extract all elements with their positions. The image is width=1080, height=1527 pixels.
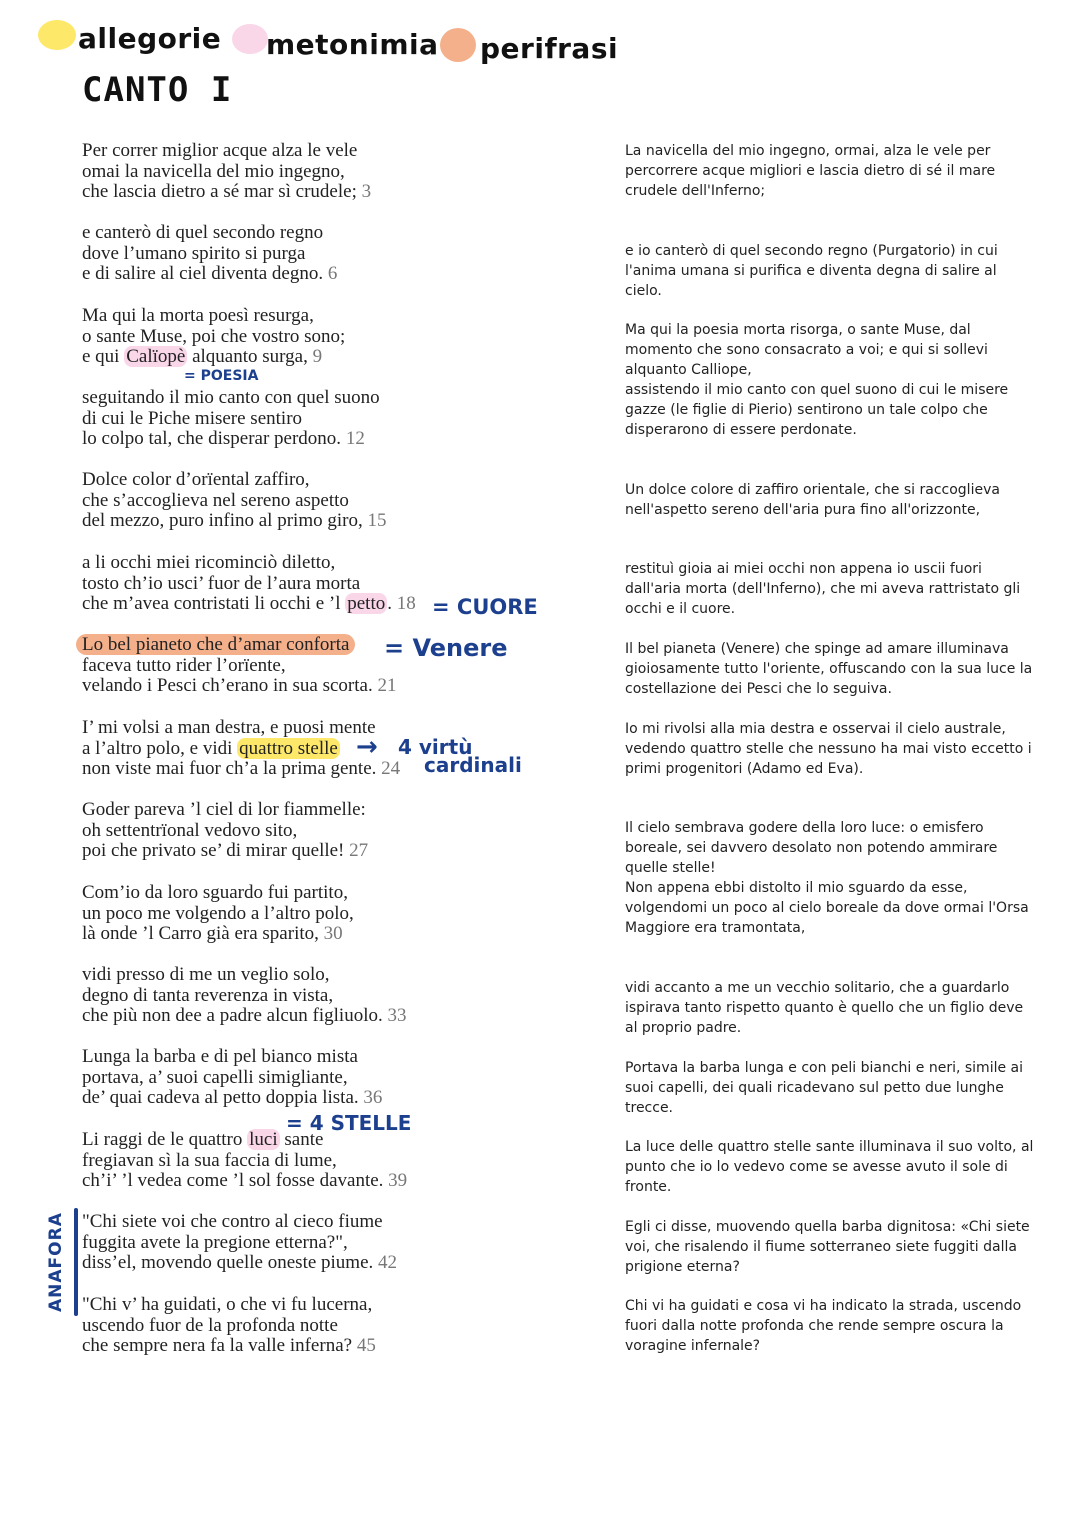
- paraphrase-11: vidi accanto a me un vecchio solitario, che a guardarlo ispirava tanto rispetto quanto è quello che un figlio deve al proprio padre.: [625, 980, 1024, 1036]
- verse-line: o sante Muse, poi che vostro sono;: [82, 325, 346, 347]
- verse-line: Com’io da loro sguardo fui partito,: [82, 882, 348, 903]
- tercet-11: [82, 965, 406, 1027]
- note-venere: = Venere: [384, 634, 508, 662]
- verse-fragment: Li raggi de le quattro: [82, 1129, 248, 1150]
- verse-line: un poco me volgendo a l’altro polo,: [82, 902, 354, 924]
- tercet-5: [82, 470, 386, 532]
- verse-fragment: sante: [279, 1129, 324, 1150]
- metonimia-highlight: luci: [249, 1129, 278, 1150]
- verse-line: e canterò di quel secondo regno: [82, 222, 324, 243]
- verse-number: 45: [356, 1335, 376, 1356]
- verse-line: faceva tutto rider l’orïente,: [82, 654, 286, 676]
- paraphrase-2: e io canterò di quel secondo regno (Purgatorio) in cui l'anima umana si purifica e diventa degna di salire al cielo.: [625, 243, 998, 299]
- paraphrase-10: Non appena ebbi distolto il mio sguardo da esse, volgendomi un poco al cielo boreale da dove ormai l'Orsa Maggiore era tramontata,: [625, 880, 1029, 936]
- metonimia-highlight: petto: [347, 593, 386, 614]
- verse-line: che s’accoglieva nel sereno aspetto: [82, 489, 349, 511]
- verse-line: fregiavan sì la sua faccia di lume,: [82, 1149, 337, 1171]
- verse-line: tosto ch’io usci’ fuor de l’aura morta: [82, 572, 361, 594]
- verse-number: 18: [396, 593, 416, 614]
- tercet-6: [82, 553, 416, 615]
- tercet-10: [82, 883, 354, 945]
- paraphrase-5: Un dolce colore di zaffiro orientale, che si raccoglieva nell'aspetto sereno dell'aria pura fino all'orizzonte,: [625, 482, 1000, 518]
- note-4-stelle: = 4 STELLE: [286, 1111, 412, 1135]
- verse-number: 36: [363, 1087, 383, 1108]
- verse-line: vidi presso di me un veglio solo,: [82, 964, 330, 985]
- perifrasi-highlight: Lo bel pianeto che d’amar conforta: [76, 634, 355, 655]
- verse-line: diss’el, movendo quelle oneste piume.: [82, 1252, 374, 1273]
- verse-line: uscendo fuor de la profonda notte: [82, 1314, 338, 1336]
- tercet-14: [82, 1212, 397, 1274]
- verse-line: che sempre nera fa la valle inferna?: [82, 1335, 353, 1356]
- pink-swatch: [232, 24, 268, 54]
- tercet-2: [82, 223, 337, 285]
- arrow-right-icon: →: [356, 732, 378, 762]
- legend-label-metonimia: metonimia: [266, 28, 439, 61]
- verse-line: che più non dee a padre alcun figliuolo.: [82, 1005, 383, 1026]
- verse-line: "Chi siete voi che contro al cieco fiume: [82, 1211, 383, 1232]
- verse-line: Per correr miglior acque alza le vele: [82, 140, 358, 161]
- anafora-bracket: [74, 1208, 78, 1316]
- verse-line: degno di tanta reverenza in vista,: [82, 984, 334, 1006]
- paraphrase-15: Chi vi ha guidati e cosa vi ha indicato la strada, uscendo fuori dalla notte profonda che rende sempre oscura la voragine infernale?: [625, 1298, 1022, 1354]
- verse-line: I’ mi volsi a man destra, e puosi mente: [82, 717, 376, 738]
- paraphrase-6: restituì gioia ai miei occhi non appena io uscii fuori dall'aria morta (dell'Inferno), che mi aveva rattristato gli occhi e il cuore.: [625, 561, 1021, 617]
- verse-line: che lascia dietro a sé mar sì crudele;: [82, 181, 357, 202]
- verse-line: Ma qui la morta poesì resurga,: [82, 305, 314, 326]
- note-virtu: 4 virtù: [398, 735, 473, 759]
- verse-line: là onde ’l Carro già era sparito,: [82, 923, 319, 944]
- verse-number: 33: [387, 1005, 407, 1026]
- tercet-7: [82, 635, 396, 697]
- verse-line: poi che privato se’ di mirar quelle!: [82, 840, 345, 861]
- verse-number: 3: [361, 181, 372, 202]
- tercet-12: [82, 1047, 382, 1109]
- verse-line: dove l’umano spirito si purga: [82, 242, 306, 264]
- verse-number: 6: [327, 263, 338, 284]
- allegoria-highlight: quattro stelle: [239, 737, 338, 759]
- verse-line: Lunga la barba e di pel bianco mista: [82, 1046, 358, 1067]
- legend-label-perifrasi: perifrasi: [480, 32, 619, 65]
- tercet-15: [82, 1295, 376, 1357]
- verse-number: 15: [367, 510, 387, 531]
- verse-number: 30: [323, 923, 343, 944]
- verse-line: omai la navicella del mio ingegno,: [82, 160, 345, 182]
- verse-number: 42: [378, 1252, 398, 1273]
- verse-number: 27: [349, 840, 369, 861]
- paraphrase-9: Il cielo sembrava godere della loro luce: o emisfero boreale, sei davvero desolato non potendo ammirare quelle stelle!: [625, 820, 998, 876]
- verse-number: 12: [345, 428, 365, 449]
- paraphrase-1: La navicella del mio ingegno, ormai, alza le vele per percorrere acque migliori e lascia dietro di sé il mare crudele dell'Inferno;: [625, 143, 996, 199]
- verse-line: Dolce color d’orïental zaffiro,: [82, 469, 310, 490]
- tercet-9: [82, 800, 368, 862]
- verse-line: "Chi v’ ha guidati, o che vi fu lucerna,: [82, 1294, 373, 1315]
- verse-number: 39: [388, 1170, 408, 1191]
- paraphrase-14: Egli ci disse, muovendo quella barba dignitosa: «Chi siete voi, che risalendo il fiume sotterraneo siete fuggiti dalla prigione eterna?: [625, 1219, 1030, 1275]
- verse-line: lo colpo tal, che disperar perdono.: [82, 428, 342, 449]
- note-cuore: = CUORE: [432, 595, 538, 619]
- verse-number: 9: [312, 346, 323, 367]
- note-poesia: = POESIA: [184, 368, 259, 384]
- paraphrase-3: Ma qui la poesia morta risorga, o sante Muse, dal momento che sono consacrato a voi; e qui si sollevi alquanto Calliope,: [625, 322, 988, 378]
- legend-label-allegorie: allegorie: [78, 22, 222, 55]
- verse-line: seguitando il mio canto con quel suono: [82, 387, 380, 408]
- verse-number: 21: [377, 675, 397, 696]
- paraphrase-4: assistendo il mio canto con quel suono di cui le misere gazze (le figlie di Pierio) sentirono un tale colpo che disperarono di essere perdonate.: [625, 382, 1009, 438]
- verse-line: oh settentrïonal vedovo sito,: [82, 819, 298, 841]
- tercet-3: [82, 306, 345, 368]
- verse-line: fuggita avete la pregione etterna?",: [82, 1231, 348, 1253]
- page-title: CANTO I: [82, 70, 233, 110]
- orange-swatch: [440, 28, 476, 62]
- tercet-4: [82, 388, 380, 450]
- verse-number: 24: [381, 758, 401, 779]
- tercet-13: [82, 1130, 407, 1192]
- verse-line: portava, a’ suoi capelli simigliante,: [82, 1066, 348, 1088]
- tercet-1: [82, 141, 371, 203]
- verse-line: ch’i’ ’l vedea come ’l sol fosse davante.: [82, 1170, 384, 1191]
- paraphrase-7: Il bel pianeta (Venere) che spinge ad amare illuminava gioiosamente tutto l'oriente, offuscando con la sua luce la costellazione dei Pesci che lo seguiva.: [625, 641, 1033, 697]
- verse-line: e di salire al ciel diventa degno.: [82, 263, 324, 284]
- verse-line: non viste mai fuor ch’a la prima gente.: [82, 758, 377, 779]
- verse-line: di cui le Piche misere sentiro: [82, 407, 303, 429]
- paraphrase-8: Io mi rivolsi alla mia destra e osservai il cielo australe, vedendo quattro stelle che nessuno ha mai visto eccetto i primi progenitori (Adamo ed Eva).: [625, 721, 1032, 777]
- yellow-swatch: [38, 20, 76, 50]
- verse-line: a li occhi miei ricominciò diletto,: [82, 552, 336, 573]
- verse-line: del mezzo, puro infino al primo giro,: [82, 510, 363, 531]
- paraphrase-13: La luce delle quattro stelle sante illuminava il suo volto, al punto che io lo vedevo come se avesse avuto il sole di fronte.: [625, 1139, 1034, 1195]
- verse-line: Goder pareva ’l ciel di lor fiammelle:: [82, 799, 366, 820]
- verse-line: de’ quai cadeva al petto doppia lista.: [82, 1087, 359, 1108]
- note-anafora: ANAFORA: [46, 1212, 66, 1312]
- metonimia-highlight: Calïopè: [126, 346, 186, 367]
- verse-line: velando i Pesci ch’erano in sua scorta.: [82, 675, 373, 696]
- note-cardinali: cardinali: [424, 753, 522, 777]
- verse-fragment: alquanto surga,: [187, 346, 308, 367]
- verse-fragment: e qui: [82, 346, 125, 367]
- verse-fragment: .: [387, 593, 392, 614]
- verse-fragment: a l’altro polo, e vidi: [82, 737, 238, 759]
- paraphrase-12: Portava la barba lunga e con peli bianchi e neri, simile ai suoi capelli, dei quali ricadevano sul petto due lunghe trecce.: [625, 1060, 1024, 1116]
- verse-fragment: che m’avea contristati li occhi e ’l: [82, 593, 346, 614]
- tercet-8: [82, 718, 400, 780]
